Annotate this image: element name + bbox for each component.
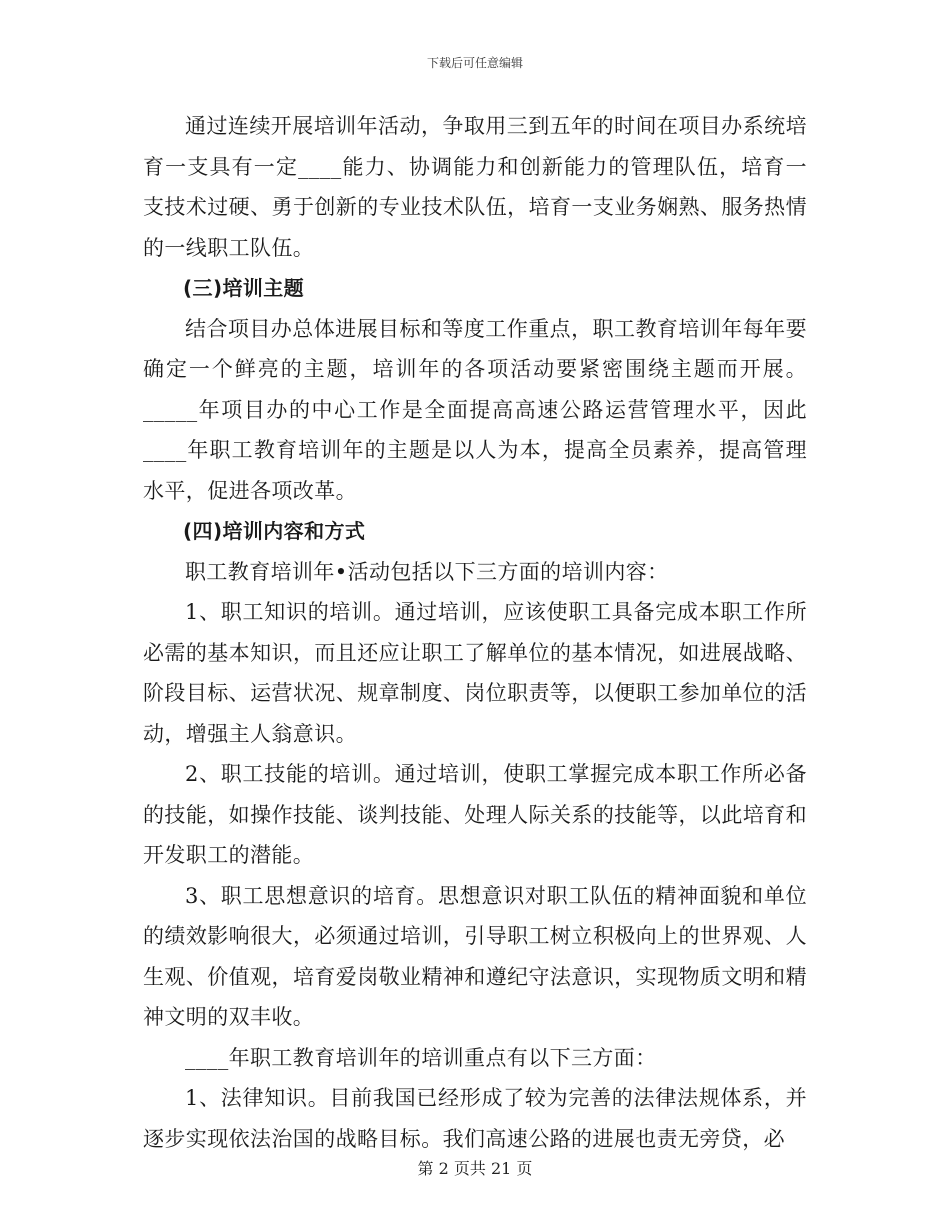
paragraph-legal-knowledge: 1、法律知识。目前我国已经形成了较为完善的法律法规体系，并逐步实现依法治国的战略目标。我们高速公路的进展也责无旁贷，必 [143, 1086, 807, 1151]
page-header: 下载后可任意编辑 [426, 56, 523, 70]
paragraph-focus-intro: ____年职工教育培训年的培训重点有以下三方面： [185, 1045, 657, 1070]
paragraph-knowledge-training: 1、职工知识的培训。通过培训，应该使职工具备完成本职工作所必需的基本知识，而且还应让职工了解单位的基本情况，如进展战略、阶段目标、运营状况、规章制度、岗位职责等，以便职工参加单位的活动，增强主人翁意识。 [143, 600, 807, 746]
paragraph-skills-training: 2、职工技能的培训。通过培训，使职工掌握完成本职工作所必备的技能，如操作技能、谈判技能、处理人际关系的技能等，以此培育和开发职工的潜能。 [143, 762, 807, 867]
page-footer: 第 2 页共 21 页 [417, 1159, 533, 1178]
paragraph-training-theme: 结合项目办总体进展目标和等度工作重点，职工教育培训年每年要确定一个鲜亮的主题，培训年的各项活动要紧密围绕主题而开展。_____年项目办的中心工作是全面提高高速公路运营管理水平，因此____年职工教育培训年的主题是以人为本，提高全员素养，提高管理水平，促进各项改革。 [143, 316, 807, 503]
heading-training-theme: (三)培训主题 [183, 276, 305, 300]
heading-training-content: (四)培训内容和方式 [183, 519, 366, 543]
paragraph-training-goal: 通过连续开展培训年活动，争取用三到五年的时间在项目办系统培育一支具有一定____能力、协调能力和创新能力的管理队伍，培育一支技术过硬、勇于创新的专业技术队伍，培育一支业务娴熟、服务热情的一线职工队伍。 [143, 114, 807, 260]
document-body [143, 106, 807, 1159]
paragraph-content-intro: 职工教育培训年•活动包括以下三方面的培训内容： [185, 559, 669, 584]
paragraph-mindset-training: 3、职工思想意识的培育。思想意识对职工队伍的精神面貌和单位的绩效影响很大，必须通过培训，引导职工树立积极向上的世界观、人生观、价值观，培育爱岗敬业精神和遵纪守法意识，实现物质文明和精神文明的双丰收。 [143, 883, 807, 1029]
